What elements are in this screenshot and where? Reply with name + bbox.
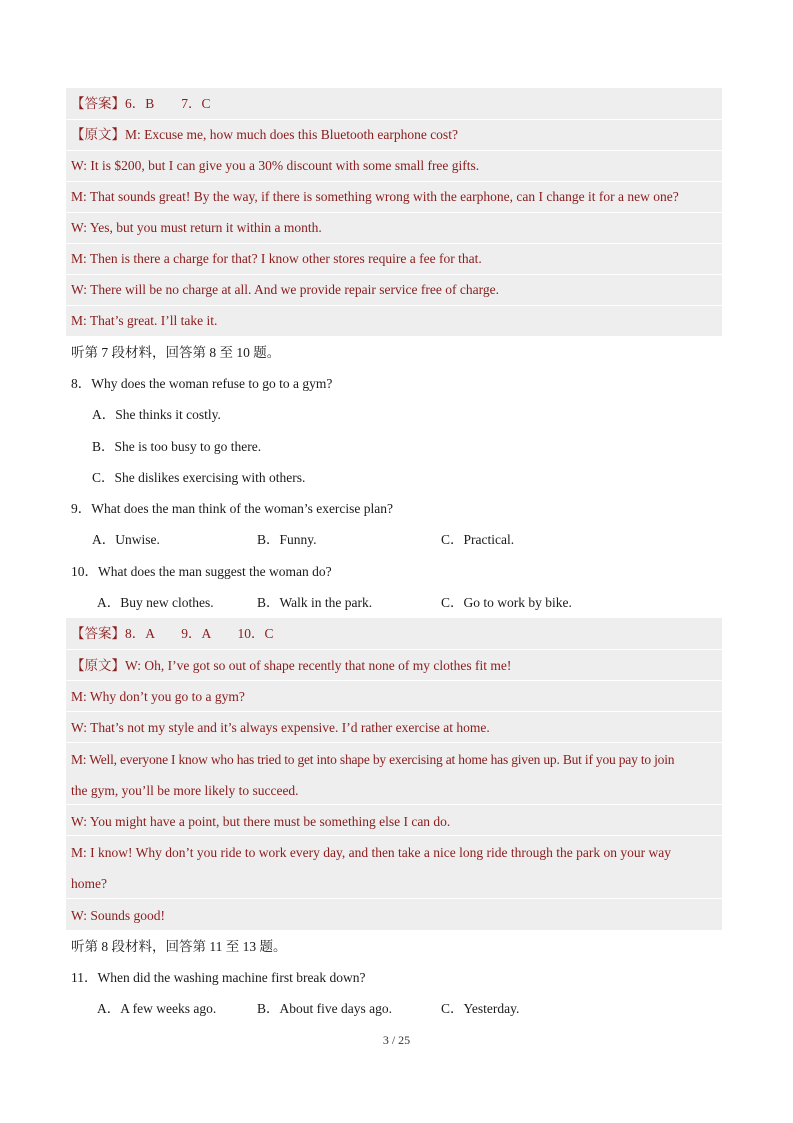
option-11b: B．About five days ago. [257, 1001, 392, 1016]
answer-tag: 【答案】 [71, 96, 125, 111]
answer-line-8-10 [71, 618, 274, 649]
answer-text: 8．A 9．A 10．C [125, 626, 274, 641]
transcript-line: W: There will be no charge at all. And we provide repair service free of charge. [71, 282, 499, 297]
question-11: 11．When did the washing machine first break down? [71, 970, 366, 985]
section-heading: 听第 8 段材料，回答第 11 至 13 题。 [71, 939, 287, 954]
transcript-line: M: I know! Why don’t you ride to work every day, and then take a nice long ride through the park on your way [71, 845, 671, 860]
transcript-tag: 【原文】 [71, 127, 125, 142]
transcript-line: W: That’s not my style and it’s always expensive. I’d rather exercise at home. [71, 720, 490, 735]
transcript-line: the gym, you’ll be more likely to succeed. [71, 783, 299, 798]
answer-tag: 【答案】 [71, 626, 125, 641]
transcript-line: W: Sounds good! [71, 908, 165, 923]
transcript-text: W: Oh, I’ve got so out of shape recently that none of my clothes fit me! [125, 658, 512, 673]
question-8: 8．Why does the woman refuse to go to a gym? [71, 376, 333, 391]
option-9b: B．Funny. [257, 532, 317, 547]
transcript-line: M: Well, everyone I know who has tried to get into shape by exercising at home has given up. But if you pay to join [71, 752, 675, 767]
option-11c: C．Yesterday. [441, 1001, 520, 1016]
option-10c: C．Go to work by bike. [441, 595, 572, 610]
transcript-line: W: You might have a point, but there must be something else I can do. [71, 814, 451, 829]
option-8a: A．She thinks it costly. [92, 407, 221, 422]
option-9c: C．Practical. [441, 532, 515, 547]
option-10a: A．Buy new clothes. [97, 595, 214, 610]
transcript-line: W: It is $200, but I can give you a 30% discount with some small free gifts. [71, 158, 480, 173]
transcript-line: M: Then is there a charge for that? I know other stores require a fee for that. [71, 251, 482, 266]
section-heading: 听第 7 段材料，回答第 8 至 10 题。 [71, 345, 281, 360]
transcript-line: home? [71, 876, 107, 891]
page-number: 3 / 25 [382, 1033, 411, 1047]
transcript-text: M: Excuse me, how much does this Bluetooth earphone cost? [125, 127, 458, 142]
transcript-line: M: That sounds great! By the way, if there is something wrong with the earphone, can I change it for a new one? [71, 189, 679, 204]
transcript-line [71, 119, 458, 150]
option-8b: B．She is too busy to go there. [92, 439, 262, 454]
transcript-line: M: That’s great. I’ll take it. [71, 313, 218, 328]
transcript-line: W: Yes, but you must return it within a month. [71, 220, 322, 235]
answer-text: 6．B 7．C [125, 96, 211, 111]
answer-line-6-7 [71, 88, 211, 119]
option-9a: A．Unwise. [92, 532, 160, 547]
transcript-line [71, 650, 511, 681]
option-8c: C．She dislikes exercising with others. [92, 470, 306, 485]
option-10b: B．Walk in the park. [257, 595, 373, 610]
option-11a: A．A few weeks ago. [97, 1001, 217, 1016]
question-9: 9．What does the man think of the woman’s exercise plan? [71, 501, 394, 516]
question-10: 10．What does the man suggest the woman do? [71, 564, 332, 579]
transcript-line: M: Why don’t you go to a gym? [71, 689, 245, 704]
transcript-tag: 【原文】 [71, 658, 125, 673]
